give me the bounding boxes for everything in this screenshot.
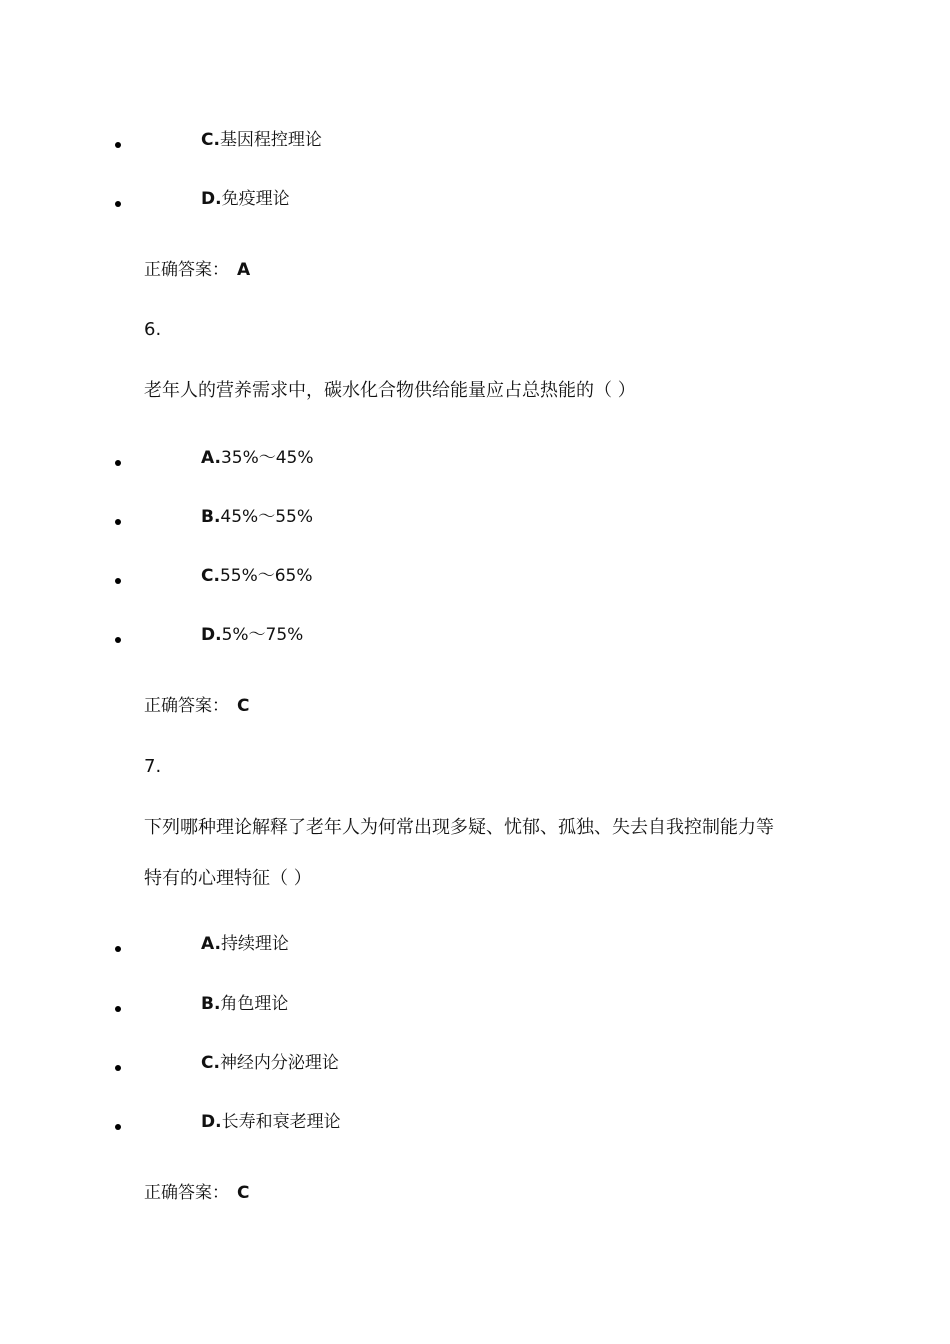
bullet-icon (115, 142, 121, 148)
answer-value: A (237, 260, 251, 280)
option-letter: C. (201, 1053, 220, 1073)
option-letter: C. (201, 566, 220, 586)
question-text-line1: 下列哪种理论解释了老年人为何常出现多疑、忧郁、孤独、失去自我控制能力等 (144, 817, 774, 838)
option-text: 免疫理论 (221, 189, 290, 209)
bullet-icon (115, 460, 121, 466)
correct-answer (144, 694, 249, 718)
option-b (201, 992, 288, 1016)
option-d (201, 623, 303, 647)
option-letter: D. (201, 189, 222, 209)
option-letter: D. (201, 625, 222, 645)
question-text-line2: 特有的心理特征（ ） (144, 868, 312, 889)
bullet-icon (115, 201, 121, 207)
correct-answer (144, 258, 250, 282)
bullet-icon (115, 637, 121, 643)
bullet-icon (115, 578, 121, 584)
option-a (201, 446, 314, 470)
option-text: 角色理论 (220, 994, 289, 1014)
option-text: 长寿和衰老理论 (221, 1112, 341, 1132)
correct-answer (144, 1181, 249, 1205)
bullet-icon (115, 1124, 121, 1130)
answer-value: C (237, 696, 250, 716)
option-text: 基因程控理论 (219, 130, 322, 150)
option-text: 45%～55% (220, 507, 313, 527)
option-text: 神经内分泌理论 (219, 1053, 339, 1073)
option-letter: B. (201, 507, 221, 527)
answer-label: 正确答案： (144, 696, 229, 716)
option-letter: A. (201, 934, 221, 954)
answer-label: 正确答案： (144, 260, 229, 280)
option-b (201, 505, 313, 529)
option-letter: A. (201, 448, 221, 468)
question-text: 老年人的营养需求中，碳水化合物供给能量应占总热能的（ ） (144, 380, 636, 401)
option-text: 5%～75% (221, 625, 304, 645)
option-letter: B. (201, 994, 221, 1014)
bullet-icon (115, 1065, 121, 1071)
option-text: 55%～65% (219, 566, 313, 586)
option-c (201, 1051, 339, 1075)
bullet-icon (115, 1006, 121, 1012)
option-d (201, 187, 290, 211)
question-number: 7. (144, 756, 162, 777)
question-number: 6. (144, 319, 162, 340)
option-c (201, 128, 322, 152)
answer-value: C (237, 1183, 250, 1203)
bullet-icon (115, 946, 121, 952)
option-text: 持续理论 (220, 934, 289, 954)
option-letter: D. (201, 1112, 222, 1132)
answer-label: 正确答案： (144, 1183, 229, 1203)
option-d (201, 1110, 341, 1134)
bullet-icon (115, 519, 121, 525)
option-text: 35%～45% (220, 448, 314, 468)
option-a (201, 932, 289, 956)
option-c (201, 564, 313, 588)
option-letter: C. (201, 130, 220, 150)
